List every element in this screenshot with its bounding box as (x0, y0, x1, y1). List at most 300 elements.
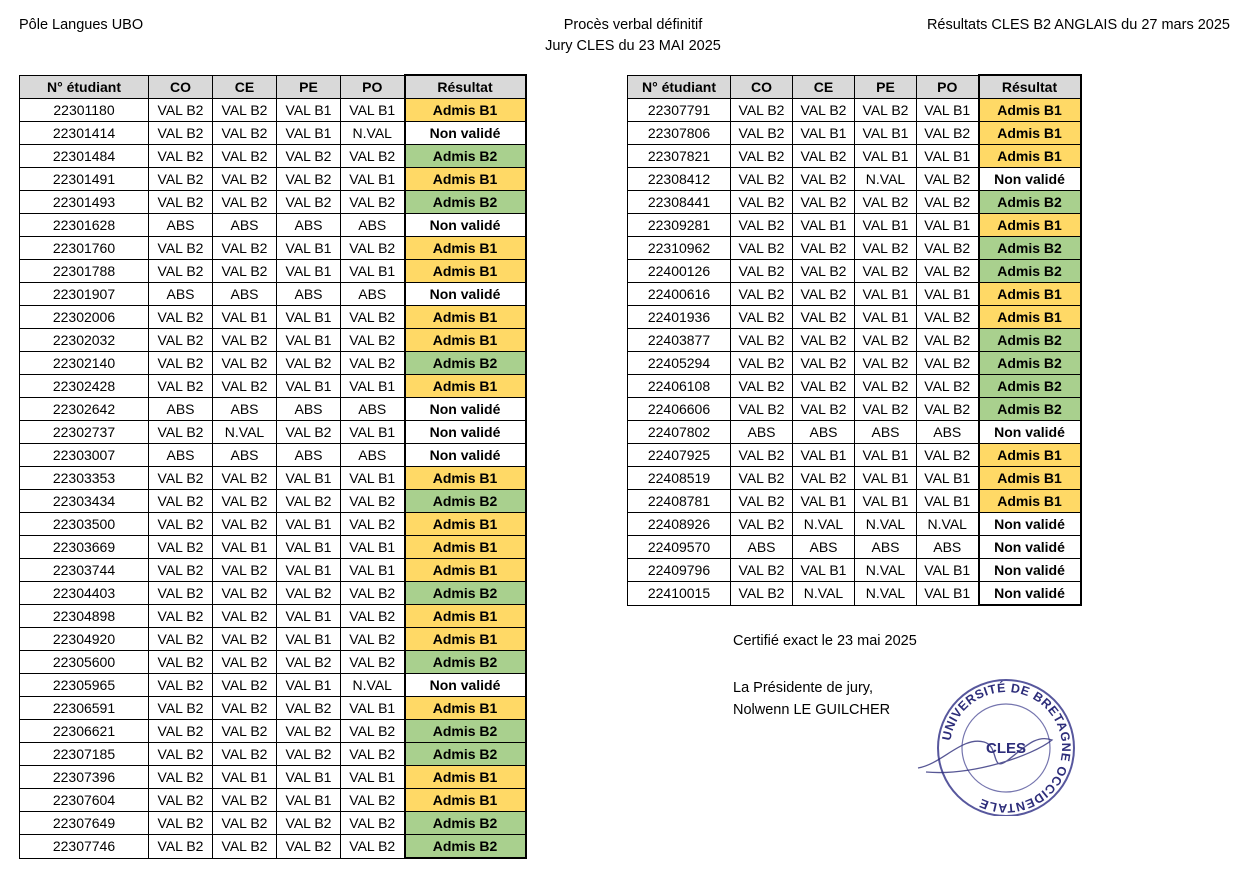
cell-pe: VAL B2 (277, 812, 341, 835)
cell-co: VAL B2 (149, 651, 213, 674)
table-row (628, 559, 1081, 582)
cell-student-id: 22305600 (20, 651, 149, 674)
table-row (20, 651, 526, 674)
cell-student-id: 22308441 (628, 191, 731, 214)
cell-po: VAL B1 (341, 168, 405, 191)
cell-po: VAL B2 (341, 237, 405, 260)
cell-pe: VAL B1 (277, 513, 341, 536)
table-row (628, 99, 1081, 122)
cell-ce: VAL B2 (213, 628, 277, 651)
cell-po: VAL B2 (341, 628, 405, 651)
table-row (628, 168, 1081, 191)
cell-pe: VAL B2 (277, 720, 341, 743)
cell-co: VAL B2 (731, 329, 793, 352)
table-row (20, 283, 526, 306)
cell-ce: VAL B2 (793, 467, 855, 490)
cell-student-id: 22307806 (628, 122, 731, 145)
cell-student-id: 22303744 (20, 559, 149, 582)
cell-result: Admis B1 (405, 536, 526, 559)
cell-student-id: 22307649 (20, 812, 149, 835)
results-table-right (627, 74, 1082, 606)
header-institution: Pôle Langues UBO (19, 17, 144, 33)
table-row (20, 835, 526, 859)
table-row (628, 513, 1081, 536)
cell-result: Admis B1 (405, 168, 526, 191)
cell-result: Admis B1 (405, 628, 526, 651)
cell-co: VAL B2 (149, 743, 213, 766)
cell-ce: VAL B2 (213, 697, 277, 720)
cell-co: VAL B2 (149, 191, 213, 214)
cell-co: VAL B2 (731, 467, 793, 490)
cell-co: VAL B2 (731, 490, 793, 513)
cell-po: VAL B2 (341, 720, 405, 743)
table-row (20, 329, 526, 352)
cell-co: VAL B2 (731, 260, 793, 283)
col-header-po: PO (341, 75, 405, 99)
table-row (628, 329, 1081, 352)
cell-ce: VAL B2 (793, 398, 855, 421)
cell-result: Admis B2 (405, 145, 526, 168)
cell-po: VAL B1 (341, 421, 405, 444)
cell-po: VAL B1 (917, 582, 979, 606)
signatory-name: Nolwenn LE GUILCHER (733, 702, 891, 718)
cell-student-id: 22405294 (628, 352, 731, 375)
table-row (20, 237, 526, 260)
table-row (20, 766, 526, 789)
cell-result: Admis B1 (405, 237, 526, 260)
cell-ce: VAL B2 (213, 467, 277, 490)
cell-result: Admis B2 (405, 835, 526, 859)
results-table-left (19, 74, 527, 859)
table-row (628, 214, 1081, 237)
cell-pe: VAL B2 (855, 329, 917, 352)
cell-co: ABS (149, 283, 213, 306)
cell-result: Non validé (405, 122, 526, 145)
cell-ce: VAL B2 (213, 352, 277, 375)
cell-pe: VAL B1 (277, 766, 341, 789)
cell-po: VAL B2 (917, 352, 979, 375)
cell-po: VAL B1 (341, 99, 405, 122)
cell-po: VAL B2 (917, 375, 979, 398)
cell-student-id: 22302642 (20, 398, 149, 421)
cell-student-id: 22301484 (20, 145, 149, 168)
table-row (628, 536, 1081, 559)
cell-po: VAL B2 (341, 513, 405, 536)
table-row (20, 421, 526, 444)
table-row (628, 260, 1081, 283)
cell-result: Admis B2 (405, 743, 526, 766)
cell-po: VAL B1 (341, 536, 405, 559)
table-row (20, 99, 526, 122)
cell-student-id: 22301628 (20, 214, 149, 237)
cell-result: Admis B1 (405, 329, 526, 352)
cell-ce: VAL B2 (213, 789, 277, 812)
cell-ce: ABS (213, 214, 277, 237)
cell-pe: VAL B2 (277, 191, 341, 214)
col-header-pe: PE (855, 75, 917, 99)
header-title-line2: Jury CLES du 23 MAI 2025 (545, 38, 721, 54)
cell-po: VAL B1 (917, 467, 979, 490)
cell-ce: VAL B2 (213, 122, 277, 145)
cell-result: Admis B1 (405, 375, 526, 398)
cell-student-id: 22302428 (20, 375, 149, 398)
cell-pe: VAL B2 (277, 490, 341, 513)
cell-co: ABS (149, 214, 213, 237)
cell-result: Admis B2 (405, 582, 526, 605)
cell-po: VAL B2 (341, 789, 405, 812)
cell-ce: VAL B2 (213, 191, 277, 214)
cell-ce: VAL B2 (213, 490, 277, 513)
cell-ce: VAL B2 (213, 237, 277, 260)
cell-ce: VAL B2 (213, 260, 277, 283)
cell-student-id: 22303353 (20, 467, 149, 490)
cell-co: ABS (149, 444, 213, 467)
col-header-co: CO (149, 75, 213, 99)
cell-result: Admis B1 (405, 467, 526, 490)
cell-student-id: 22407802 (628, 421, 731, 444)
cell-ce: VAL B2 (793, 352, 855, 375)
cell-co: VAL B2 (149, 513, 213, 536)
cell-co: VAL B2 (731, 352, 793, 375)
cell-po: ABS (341, 214, 405, 237)
cell-co: ABS (149, 398, 213, 421)
table-row (20, 812, 526, 835)
cell-result: Admis B2 (979, 237, 1081, 260)
cell-pe: VAL B1 (277, 467, 341, 490)
cell-result: Non validé (405, 214, 526, 237)
cell-co: VAL B2 (149, 145, 213, 168)
cell-co: VAL B2 (731, 444, 793, 467)
cell-result: Admis B1 (979, 306, 1081, 329)
cell-po: VAL B2 (917, 306, 979, 329)
cell-student-id: 22302737 (20, 421, 149, 444)
cell-ce: VAL B2 (793, 283, 855, 306)
cell-co: VAL B2 (731, 283, 793, 306)
cell-student-id: 22304920 (20, 628, 149, 651)
cell-po: VAL B1 (917, 145, 979, 168)
cell-co: VAL B2 (731, 375, 793, 398)
cell-ce: VAL B2 (213, 674, 277, 697)
cell-student-id: 22307604 (20, 789, 149, 812)
cell-po: VAL B2 (341, 605, 405, 628)
cell-po: VAL B2 (341, 191, 405, 214)
cell-po: VAL B2 (341, 743, 405, 766)
cell-po: VAL B1 (341, 375, 405, 398)
table-row (20, 398, 526, 421)
cell-result: Admis B1 (405, 306, 526, 329)
cell-ce: VAL B1 (793, 444, 855, 467)
cell-ce: ABS (793, 421, 855, 444)
table-row (628, 490, 1081, 513)
cell-co: ABS (731, 421, 793, 444)
table-row (628, 444, 1081, 467)
cell-pe: VAL B1 (277, 375, 341, 398)
cell-pe: VAL B1 (277, 122, 341, 145)
cell-pe: VAL B1 (277, 99, 341, 122)
cell-ce: VAL B2 (213, 145, 277, 168)
table-row (20, 214, 526, 237)
table-row (628, 352, 1081, 375)
cell-co: VAL B2 (149, 375, 213, 398)
cell-co: VAL B2 (149, 559, 213, 582)
cell-result: Admis B2 (979, 329, 1081, 352)
cell-ce: VAL B1 (793, 214, 855, 237)
cell-ce: ABS (213, 398, 277, 421)
cell-result: Admis B2 (405, 812, 526, 835)
cell-po: VAL B1 (341, 260, 405, 283)
cell-student-id: 22409796 (628, 559, 731, 582)
table-row (20, 306, 526, 329)
table-row (20, 582, 526, 605)
cell-co: VAL B2 (149, 536, 213, 559)
cell-ce: VAL B2 (793, 168, 855, 191)
cell-student-id: 22403877 (628, 329, 731, 352)
cell-student-id: 22303500 (20, 513, 149, 536)
table-row (20, 122, 526, 145)
cell-result: Admis B1 (405, 789, 526, 812)
cell-student-id: 22301760 (20, 237, 149, 260)
cell-ce: VAL B1 (213, 536, 277, 559)
cell-pe: VAL B1 (277, 605, 341, 628)
col-header-result: Résultat (979, 75, 1081, 99)
table-row (20, 743, 526, 766)
cell-student-id: 22301907 (20, 283, 149, 306)
cell-po: VAL B2 (917, 168, 979, 191)
cell-ce: VAL B2 (793, 329, 855, 352)
cell-pe: VAL B1 (855, 306, 917, 329)
cell-student-id: 22400126 (628, 260, 731, 283)
table-row (20, 697, 526, 720)
cell-co: VAL B2 (731, 99, 793, 122)
cell-result: Non validé (979, 168, 1081, 191)
cell-co: VAL B2 (149, 421, 213, 444)
cell-student-id: 22408519 (628, 467, 731, 490)
cell-student-id: 22306621 (20, 720, 149, 743)
cell-student-id: 22301493 (20, 191, 149, 214)
cell-ce: VAL B2 (213, 743, 277, 766)
table-row (20, 444, 526, 467)
cell-co: VAL B2 (149, 168, 213, 191)
cell-result: Non validé (979, 559, 1081, 582)
cell-co: VAL B2 (731, 214, 793, 237)
cell-po: VAL B2 (917, 237, 979, 260)
table-row (628, 283, 1081, 306)
cell-pe: ABS (855, 421, 917, 444)
cell-result: Admis B1 (405, 513, 526, 536)
cell-co: VAL B2 (149, 306, 213, 329)
table-row (20, 674, 526, 697)
cell-student-id: 22406108 (628, 375, 731, 398)
cell-pe: VAL B1 (277, 559, 341, 582)
cell-student-id: 22406606 (628, 398, 731, 421)
cell-result: Admis B2 (405, 720, 526, 743)
cell-result: Admis B1 (979, 145, 1081, 168)
cell-ce: VAL B2 (793, 191, 855, 214)
cell-po: VAL B2 (917, 191, 979, 214)
col-header-student-id: N° étudiant (20, 75, 149, 99)
cell-pe: VAL B2 (277, 582, 341, 605)
cell-result: Admis B2 (405, 191, 526, 214)
cell-pe: N.VAL (855, 513, 917, 536)
table-row (628, 306, 1081, 329)
cell-pe: ABS (277, 444, 341, 467)
cell-ce: VAL B2 (793, 237, 855, 260)
cell-result: Admis B1 (979, 283, 1081, 306)
cell-po: VAL B2 (917, 329, 979, 352)
cell-pe: VAL B2 (855, 398, 917, 421)
table-row (20, 605, 526, 628)
cell-result: Admis B2 (405, 651, 526, 674)
cell-pe: VAL B2 (277, 352, 341, 375)
col-header-co: CO (731, 75, 793, 99)
cell-po: VAL B2 (341, 835, 405, 859)
cell-po: VAL B2 (341, 582, 405, 605)
cell-po: ABS (341, 444, 405, 467)
cell-pe: VAL B1 (855, 214, 917, 237)
cell-student-id: 22303007 (20, 444, 149, 467)
cell-po: VAL B1 (341, 559, 405, 582)
cell-result: Admis B1 (979, 214, 1081, 237)
cell-po: VAL B2 (341, 651, 405, 674)
table-row (20, 352, 526, 375)
cell-student-id: 22304898 (20, 605, 149, 628)
cell-pe: VAL B2 (855, 260, 917, 283)
cell-ce: VAL B2 (213, 651, 277, 674)
table-row (20, 789, 526, 812)
cell-pe: VAL B1 (277, 260, 341, 283)
cell-po: ABS (341, 398, 405, 421)
cell-ce: VAL B2 (213, 375, 277, 398)
cell-po: VAL B1 (341, 467, 405, 490)
col-header-ce: CE (793, 75, 855, 99)
cell-result: Non validé (405, 444, 526, 467)
table-row (628, 421, 1081, 444)
cell-pe: VAL B1 (855, 490, 917, 513)
cell-result: Admis B2 (979, 260, 1081, 283)
cell-student-id: 22303669 (20, 536, 149, 559)
col-header-result: Résultat (405, 75, 526, 99)
cell-pe: VAL B2 (277, 145, 341, 168)
table-row (628, 237, 1081, 260)
cell-ce: VAL B2 (793, 145, 855, 168)
cell-po: VAL B2 (341, 329, 405, 352)
cell-ce: VAL B1 (793, 122, 855, 145)
cell-po: VAL B2 (341, 812, 405, 835)
cell-result: Admis B1 (405, 260, 526, 283)
cell-po: VAL B1 (917, 99, 979, 122)
stamp-center-text: CLES (985, 740, 1027, 757)
cell-result: Non validé (405, 421, 526, 444)
cell-pe: VAL B1 (277, 674, 341, 697)
cell-pe: ABS (277, 398, 341, 421)
cell-ce: VAL B2 (213, 605, 277, 628)
table-row (20, 168, 526, 191)
cell-ce: ABS (213, 444, 277, 467)
col-header-student-id: N° étudiant (628, 75, 731, 99)
cell-result: Non validé (405, 674, 526, 697)
cell-ce: VAL B2 (213, 168, 277, 191)
cell-student-id: 22305965 (20, 674, 149, 697)
cell-student-id: 22307396 (20, 766, 149, 789)
cell-student-id: 22407925 (628, 444, 731, 467)
cell-po: VAL B1 (341, 766, 405, 789)
cell-co: VAL B2 (731, 168, 793, 191)
cell-student-id: 22408781 (628, 490, 731, 513)
table-row (628, 398, 1081, 421)
cell-po: ABS (341, 283, 405, 306)
cell-ce: VAL B2 (213, 99, 277, 122)
cell-student-id: 22301491 (20, 168, 149, 191)
cell-pe: N.VAL (855, 582, 917, 606)
table-row (20, 260, 526, 283)
cell-co: VAL B2 (149, 99, 213, 122)
cell-student-id: 22301788 (20, 260, 149, 283)
cell-ce: N.VAL (793, 513, 855, 536)
cell-ce: VAL B1 (213, 766, 277, 789)
cell-pe: VAL B1 (277, 237, 341, 260)
cell-co: VAL B2 (731, 559, 793, 582)
cell-result: Admis B2 (979, 398, 1081, 421)
cell-result: Admis B2 (979, 191, 1081, 214)
cell-student-id: 22310962 (628, 237, 731, 260)
cell-po: VAL B2 (917, 444, 979, 467)
cell-result: Non validé (979, 536, 1081, 559)
table-row (628, 582, 1081, 606)
cell-pe: N.VAL (855, 168, 917, 191)
cell-pe: VAL B1 (855, 444, 917, 467)
cell-ce: ABS (213, 283, 277, 306)
cell-pe: VAL B1 (855, 145, 917, 168)
cell-po: VAL B2 (917, 260, 979, 283)
cell-po: VAL B1 (917, 283, 979, 306)
cell-co: VAL B2 (149, 582, 213, 605)
university-stamp (912, 676, 1082, 816)
cell-co: VAL B2 (731, 191, 793, 214)
cell-result: Admis B2 (405, 352, 526, 375)
table-row (628, 145, 1081, 168)
cell-student-id: 22302032 (20, 329, 149, 352)
cell-student-id: 22306591 (20, 697, 149, 720)
cell-co: ABS (731, 536, 793, 559)
col-header-ce: CE (213, 75, 277, 99)
cell-ce: VAL B2 (793, 99, 855, 122)
cell-ce: VAL B2 (213, 513, 277, 536)
cell-po: N.VAL (341, 674, 405, 697)
cell-co: VAL B2 (149, 237, 213, 260)
cell-pe: VAL B1 (855, 122, 917, 145)
table-row (20, 191, 526, 214)
cell-student-id: 22307821 (628, 145, 731, 168)
cell-ce: VAL B2 (213, 720, 277, 743)
cell-co: VAL B2 (149, 766, 213, 789)
cell-po: VAL B1 (917, 490, 979, 513)
cell-co: VAL B2 (149, 467, 213, 490)
signatory-title: La Présidente de jury, (733, 680, 873, 696)
col-header-pe: PE (277, 75, 341, 99)
cell-pe: VAL B2 (277, 697, 341, 720)
cell-co: VAL B2 (149, 697, 213, 720)
cell-pe: VAL B1 (277, 789, 341, 812)
cell-pe: ABS (855, 536, 917, 559)
table-row (20, 467, 526, 490)
cell-co: VAL B2 (731, 122, 793, 145)
cell-result: Admis B1 (405, 99, 526, 122)
cell-co: VAL B2 (731, 582, 793, 606)
cell-ce: VAL B2 (213, 812, 277, 835)
table-row (20, 375, 526, 398)
cell-co: VAL B2 (149, 628, 213, 651)
cell-result: Non validé (405, 398, 526, 421)
